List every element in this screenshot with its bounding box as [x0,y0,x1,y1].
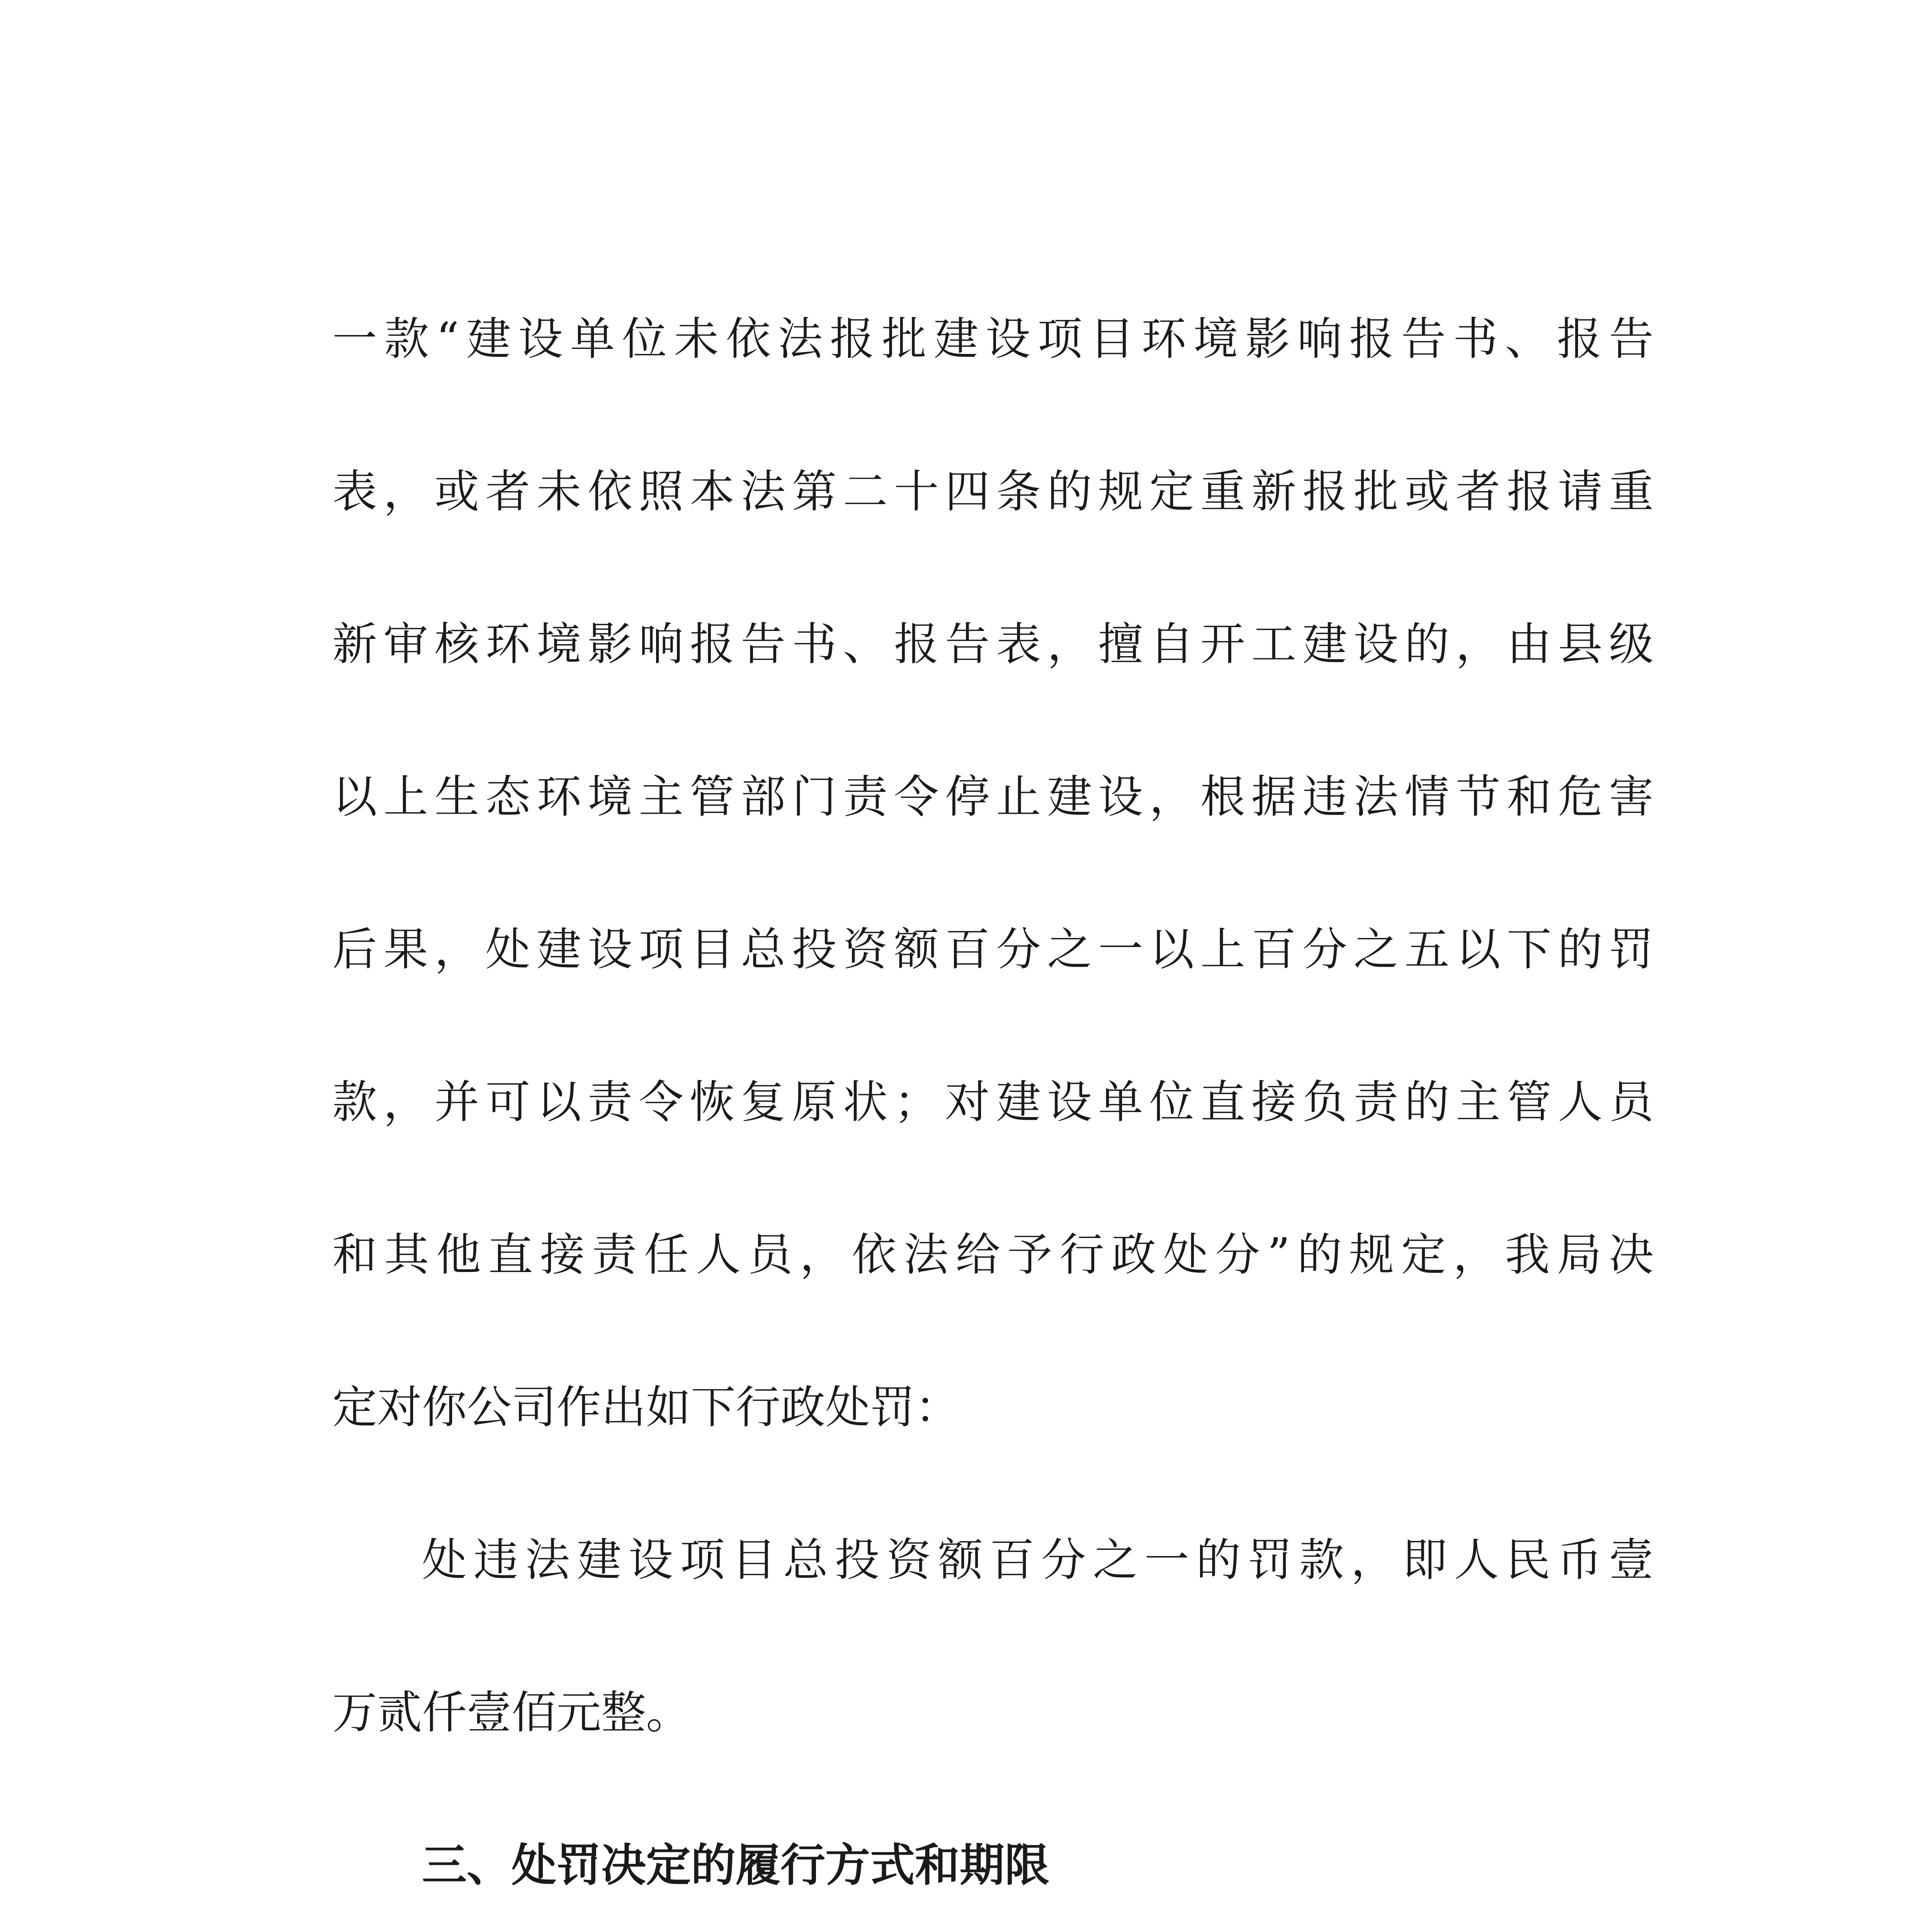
body-line: 表，或者未依照本法第二十四条的规定重新报批或者报请重 [332,466,1654,518]
document-body [332,263,1654,1932]
body-line: 后果，处建设项目总投资额百分之一以上百分之五以下的罚 [332,923,1654,976]
body-line: 款，并可以责令恢复原状；对建设单位直接负责的主管人员 [332,1076,1654,1128]
body-line: 万贰仟壹佰元整。 [332,1687,691,1739]
body-line: 新审核环境影响报告书、报告表，擅自开工建设的，由县级 [332,618,1654,670]
section-heading: 三、处罚决定的履行方式和期限 [422,1839,1049,1891]
body-line: 定对你公司作出如下行政处罚： [332,1381,960,1434]
body-line: 以上生态环境主管部门责令停止建设，根据违法情节和危害 [332,771,1654,823]
body-line: 和其他直接责任人员，依法给予行政处分”的规定，我局决 [332,1229,1654,1281]
body-line: 一款“建设单位未依法报批建设项目环境影响报告书、报告 [332,313,1654,365]
body-line: 处违法建设项目总投资额百分之一的罚款，即人民币壹 [422,1534,1654,1586]
